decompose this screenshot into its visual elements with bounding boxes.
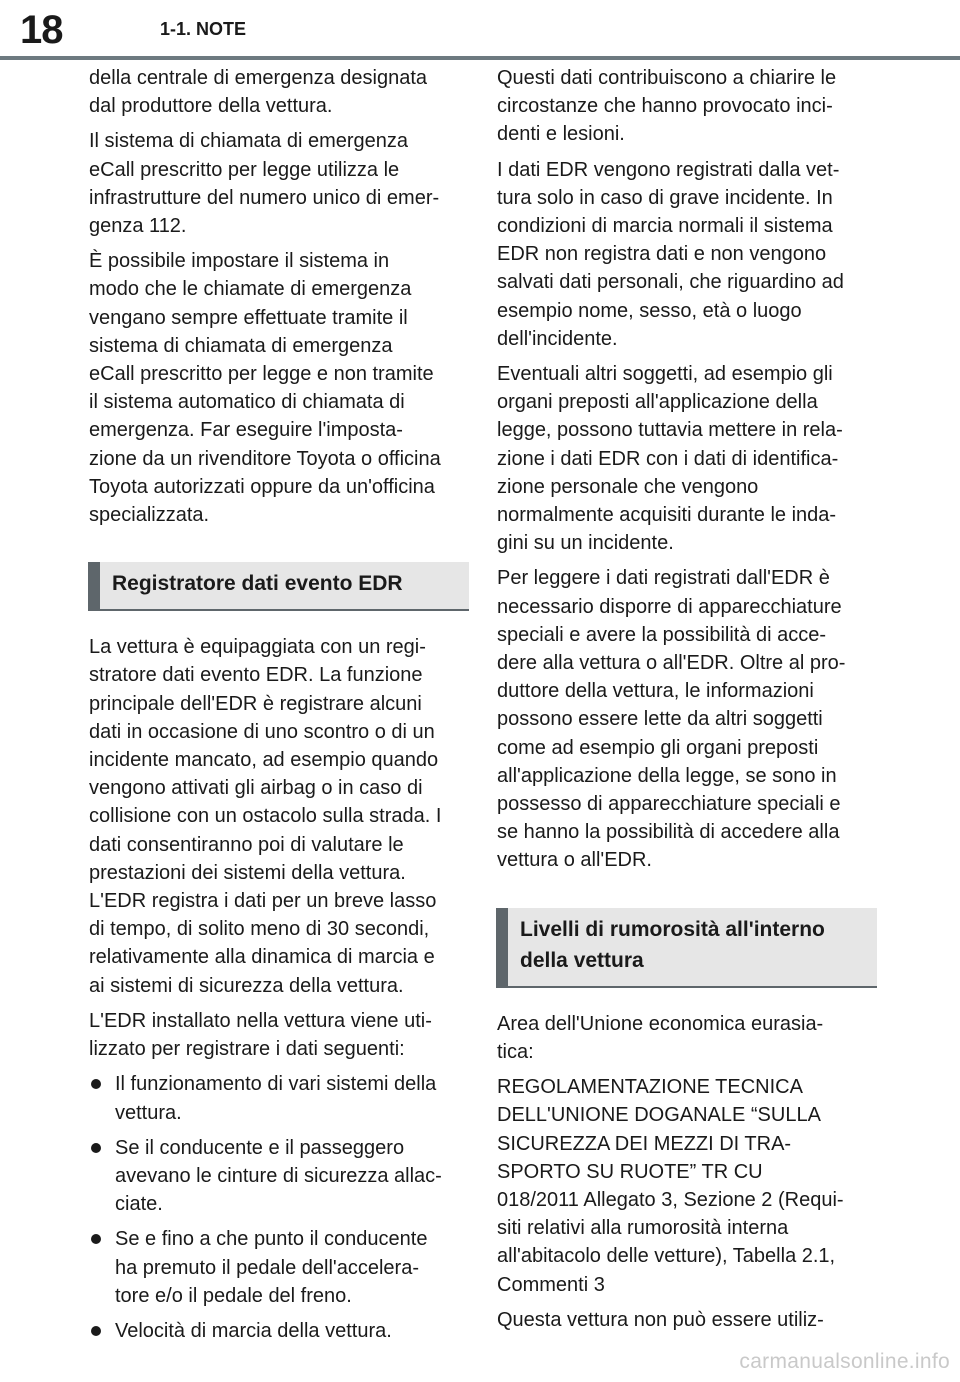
text-line: tura solo in caso di grave incidente. In (497, 186, 833, 209)
text-line: legge, possono tuttavia mettere in rela- (497, 419, 843, 442)
text-line: modo che le chiamate di emergenza (89, 278, 412, 301)
text-line: della centrale di emergenza designata (89, 67, 427, 89)
text-line: ai sistemi di sicurezza della vettura. (89, 974, 404, 997)
page-header (0, 0, 960, 58)
text-line: principale dell'EDR è registrare alcuni (89, 692, 422, 715)
watermark: carmanualsonline.info (739, 1350, 950, 1373)
text-line: specializzata. (89, 504, 210, 527)
text-line: possesso di apparecchiature speciali e (497, 793, 841, 816)
paragraph (89, 1007, 469, 1063)
paragraph (497, 1306, 877, 1334)
bullet-item (89, 1317, 469, 1345)
text-line: ha premuto il pedale dell'accelera- (115, 1256, 419, 1279)
text-line: EDR non registra dati e non vengono (497, 243, 827, 266)
text-line: circostanze che hanno provocato inci- (497, 95, 833, 118)
text-line: eCall prescritto per legge e non tramite (89, 363, 434, 386)
text-line: SICUREZZA DEI MEZZI DI TRA- (497, 1132, 792, 1155)
text-line: Registratore dati evento EDR (112, 572, 403, 596)
text-line: salvati dati personali, che riguardino ad (497, 271, 844, 294)
text-line: Commenti 3 (497, 1273, 605, 1296)
text-line: vengano sempre effettuate tramite il (89, 306, 408, 329)
text-line: prestazioni dei sistemi della vettura. (89, 861, 406, 884)
bullet-item (89, 1134, 469, 1219)
paragraph (497, 360, 877, 557)
text-line: siti relativi alla rumorosità interna (497, 1217, 789, 1240)
right-column (497, 64, 877, 1341)
text-line: il sistema automatico di chiamata di (89, 391, 405, 414)
text-line: Area dell'Unione economica eurasia- (497, 1012, 824, 1035)
text-line: esempio nome, sesso, età o luogo (497, 299, 802, 322)
text-line: Toyota autorizzati oppure da un'officina (89, 475, 435, 498)
text-line: sistema di chiamata di emergenza (89, 334, 393, 357)
text-line: DELL'UNIONE DOGANALE “SULLA (497, 1104, 821, 1127)
paragraph (497, 564, 877, 874)
text-line: vettura. (115, 1101, 182, 1124)
text-line: zione i dati EDR con i dati di identifica- (497, 447, 839, 470)
text-line: dati consentiranno poi di valutare le (89, 833, 404, 856)
text-line: condizioni di marcia normali il sistema (497, 215, 833, 238)
text-line: stratore dati evento EDR. La funzione (89, 664, 423, 687)
text-line: genza 112. (89, 215, 187, 238)
text-line: come ad esempio gli organi preposti (497, 736, 819, 759)
text-line: necessario disporre di apparecchiature (497, 595, 842, 618)
text-line: REGOLAMENTAZIONE TECNICA (497, 1076, 803, 1099)
text-line: Se il conducente e il passeggero (115, 1136, 405, 1159)
text-line: Se e fino a che punto il conducente (115, 1228, 428, 1251)
section-heading (496, 908, 877, 988)
text-line: all'abitacolo delle vetture), Tabella 2.1, (497, 1245, 836, 1268)
bullet-list (89, 1070, 469, 1345)
text-line: denti e lesioni. (497, 123, 625, 146)
text-line: zione da un rivenditore Toyota o officina (89, 447, 441, 470)
bullet-dot-icon (91, 1079, 101, 1089)
text-line: Questi dati contribuiscono a chiarire le (497, 67, 837, 89)
text-line: incidente mancato, ad esempio quando (89, 749, 439, 772)
text-line: speciali e avere la possibilità di acce- (497, 623, 827, 646)
text-line: zione personale che vengono (497, 475, 759, 498)
bullet-item (89, 1225, 469, 1310)
text-line: tica: (497, 1040, 534, 1063)
paragraph (497, 64, 877, 149)
text-line: Il sistema di chiamata di emergenza (89, 130, 409, 153)
text-line: gini su un incidente. (497, 532, 674, 555)
paragraph (497, 1073, 877, 1299)
text-line: vettura o all'EDR. (497, 849, 652, 872)
paragraph (89, 64, 469, 120)
text-line: organi preposti all'applicazione della (497, 391, 818, 414)
section-label: 1-1. NOTE (160, 19, 247, 39)
text-line: della vettura (520, 948, 644, 972)
text-line: emergenza. Far eseguire l'imposta- (89, 419, 403, 442)
text-line: È possibile impostare il sistema in (89, 250, 390, 273)
left-column (89, 64, 469, 1352)
text-line: se hanno la possibilità di accedere alla (497, 821, 840, 844)
text-line: Eventuali altri soggetti, ad esempio gli (497, 363, 833, 386)
bullet-dot-icon (91, 1234, 101, 1244)
text-line: L'EDR installato nella vettura viene uti- (89, 1009, 432, 1032)
text-line: dere alla vettura o all'EDR. Oltre al pro- (497, 652, 846, 675)
paragraph (497, 156, 877, 353)
text-line: tore e/o il pedale del freno. (115, 1284, 352, 1307)
section-heading (88, 562, 469, 611)
text-line: I dati EDR vengono registrati dalla vet- (497, 158, 840, 181)
paragraph (89, 127, 469, 240)
paragraph (497, 1010, 877, 1066)
text-line: Per leggere i dati registrati dall'EDR è (497, 567, 830, 590)
text-line: Livelli di rumorosità all'interno (520, 917, 825, 941)
page-number: 18 (20, 8, 63, 52)
text-line: eCall prescritto per legge utilizza le (89, 158, 400, 181)
bullet-dot-icon (91, 1143, 101, 1153)
text-line: dell'incidente. (497, 327, 618, 350)
text-line: dal produttore della vettura. (89, 95, 333, 118)
text-line: di tempo, di solito meno di 30 secondi, (89, 918, 430, 941)
text-line: possono essere lette da altri soggetti (497, 708, 823, 731)
text-line: normalmente acquisiti durante le inda- (497, 504, 837, 527)
text-line: ciate. (115, 1193, 163, 1216)
text-line: L'EDR registra i dati per un breve lasso (89, 890, 437, 913)
text-line: relativamente alla dinamica di marcia e (89, 946, 435, 969)
paragraph (89, 633, 469, 1000)
text-line: 018/2011 Allegato 3, Sezione 2 (Requi- (497, 1188, 844, 1211)
text-line: vengono attivati gli airbag o in caso di (89, 777, 423, 800)
text-line: duttore della vettura, le informazioni (497, 680, 814, 703)
header-rule (0, 56, 960, 60)
paragraph (89, 247, 469, 529)
text-line: all'applicazione della legge, se sono in (497, 764, 837, 787)
text-line: Il funzionamento di vari sistemi della (115, 1073, 437, 1096)
bullet-item (89, 1070, 469, 1126)
text-line: Questa vettura non può essere utiliz- (497, 1308, 824, 1331)
text-line: collisione con un ostacolo sulla strada. I (89, 805, 442, 828)
text-line: SPORTO SU RUOTE” TR CU (497, 1160, 763, 1183)
text-line: lizzato per registrare i dati seguenti: (89, 1038, 405, 1061)
text-line: infrastrutture del numero unico di emer- (89, 186, 440, 209)
bullet-dot-icon (91, 1326, 101, 1336)
text-line: La vettura è equipaggiata con un regi- (89, 636, 426, 659)
text-line: avevano le cinture di sicurezza allac- (115, 1164, 442, 1187)
text-line: Velocità di marcia della vettura. (115, 1319, 392, 1342)
text-line: dati in occasione di uno scontro o di un (89, 720, 435, 743)
